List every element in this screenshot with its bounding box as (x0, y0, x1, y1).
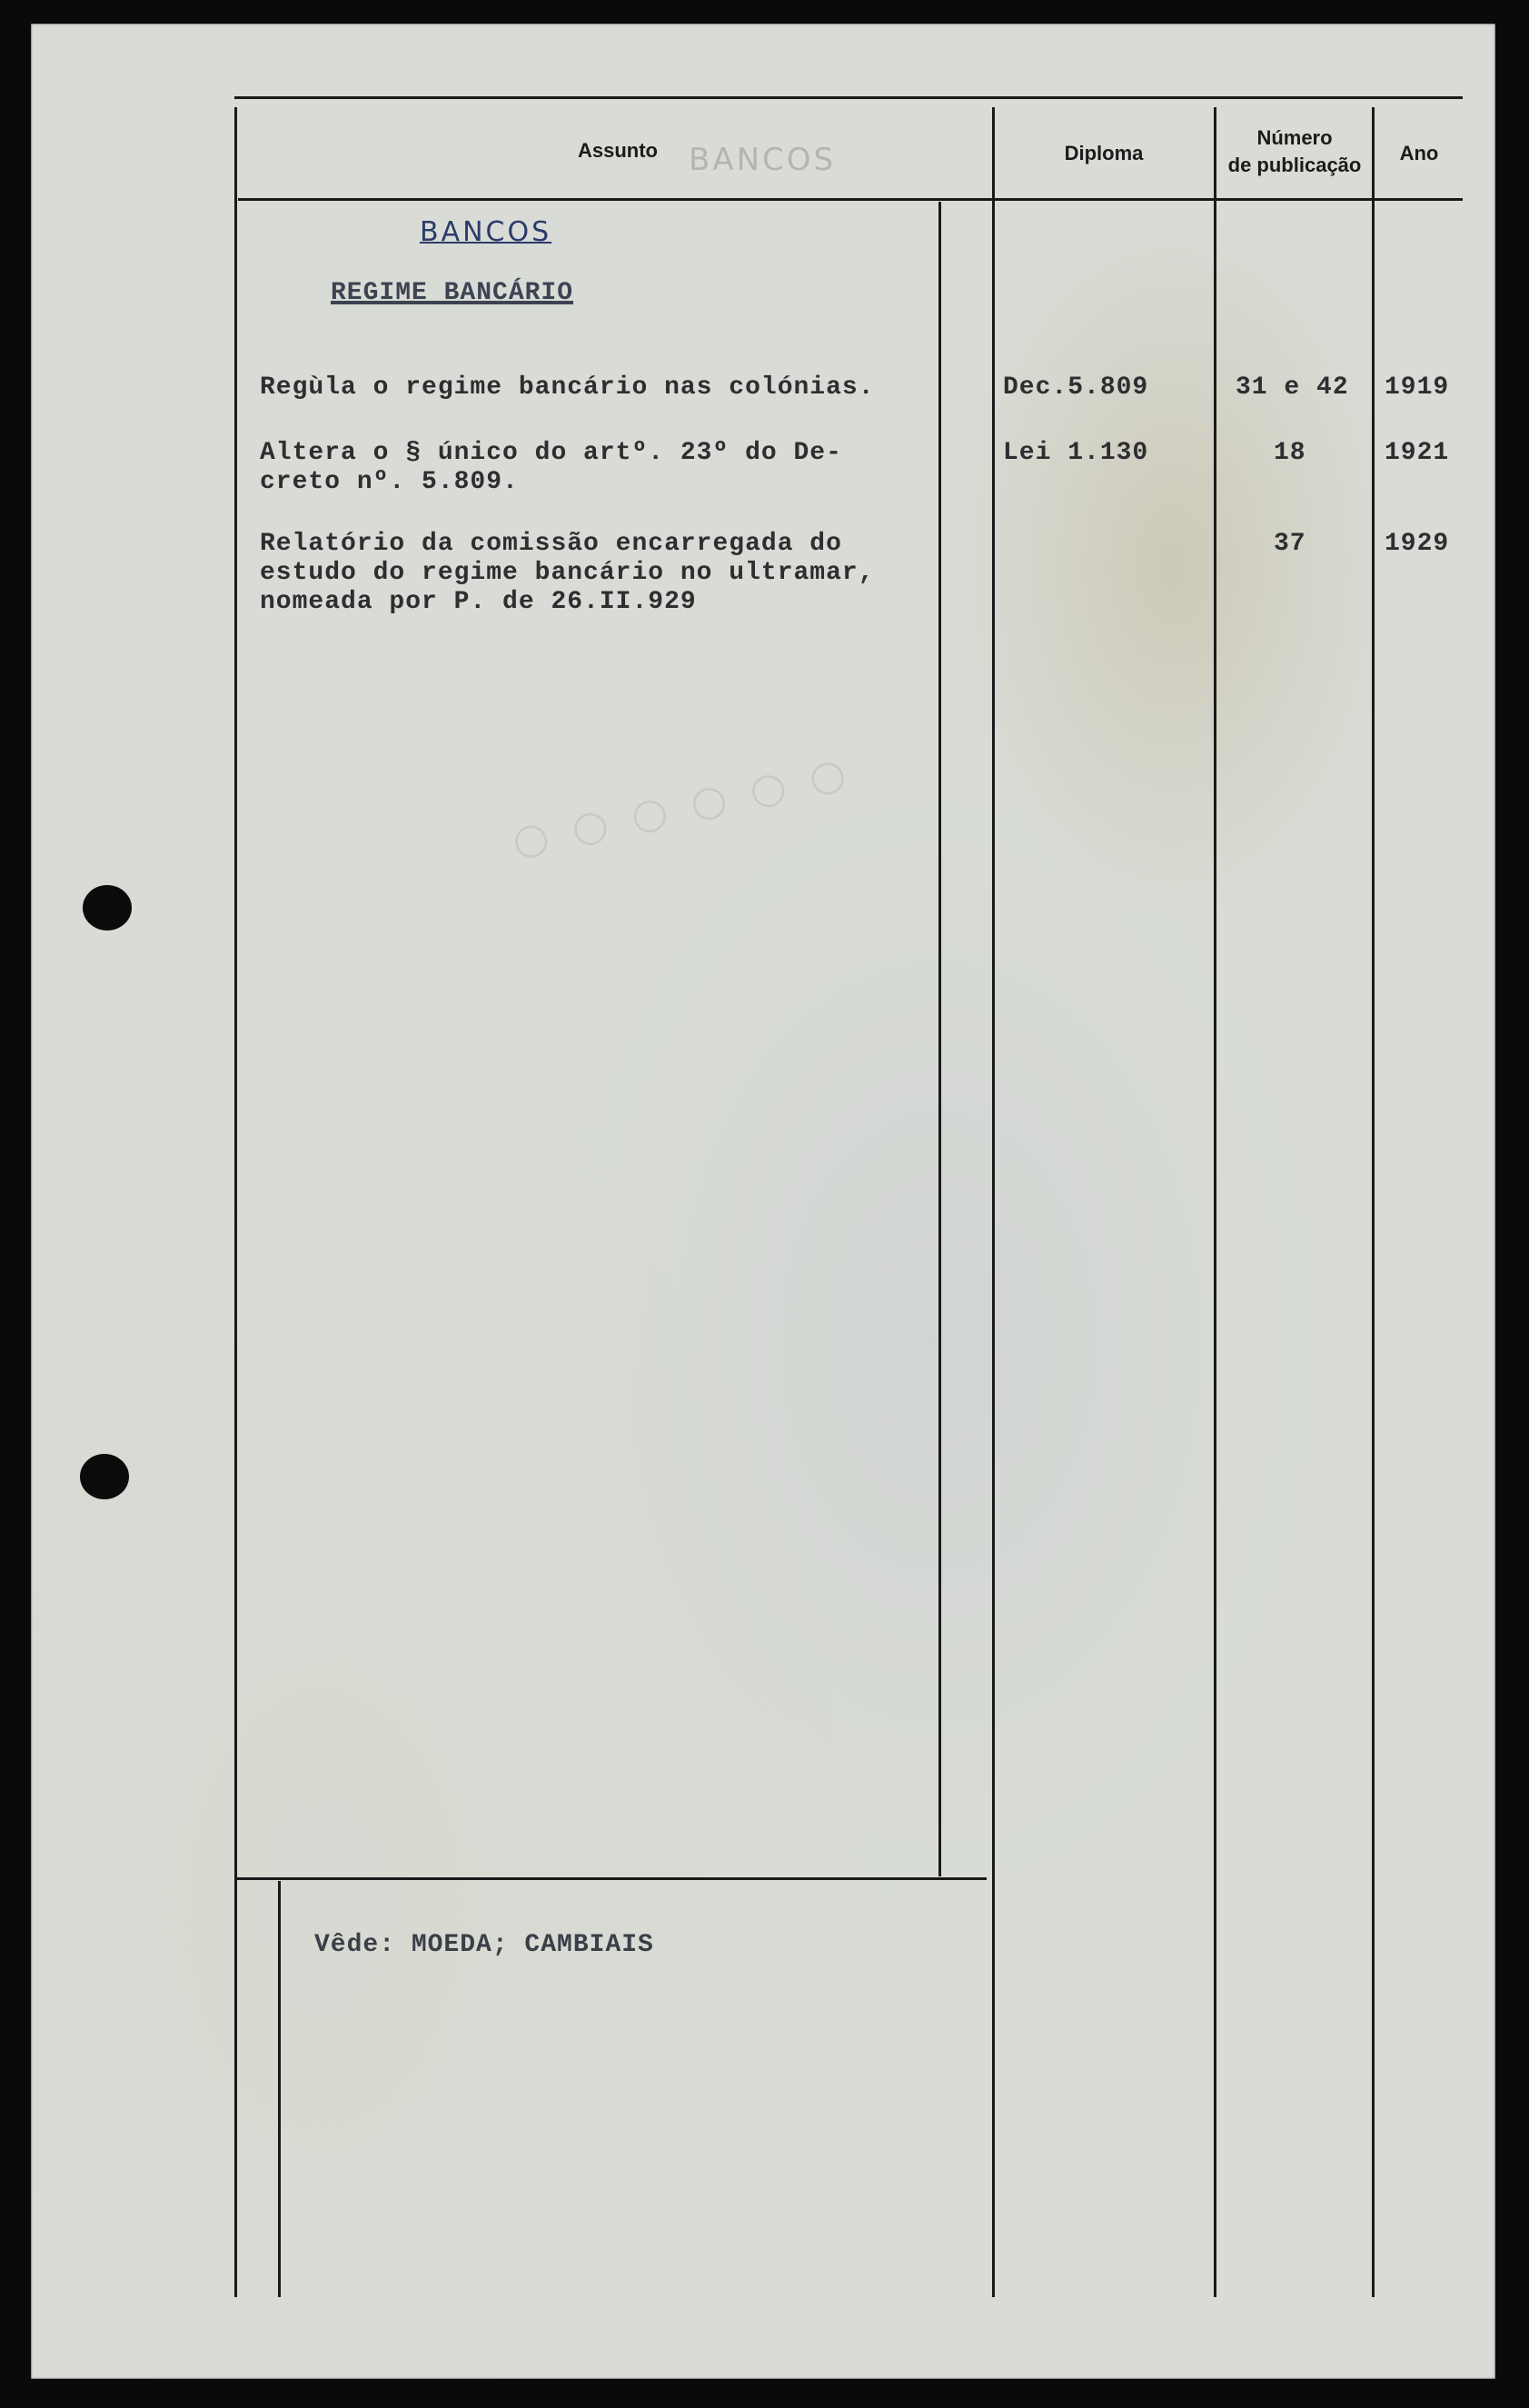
header-ano: Ano (1399, 142, 1439, 164)
entry-2-assunto-line1: Altera o § único do artº. 23º do De- (260, 439, 842, 467)
entry-1-ano: 1919 (1385, 373, 1450, 402)
entry-2-ano: 1921 (1385, 439, 1450, 467)
pencil-note: BANCOS (689, 142, 837, 178)
entry-2-diploma: Lei 1.130 (1003, 439, 1149, 467)
footer-rule (234, 1877, 987, 1880)
table-top-rule (234, 96, 1463, 99)
header-numero-line1: Número (1256, 126, 1333, 149)
col-divider-left (234, 107, 237, 2297)
entry-3-assunto-line3: nomeada por P. de 26.II.929 (260, 588, 697, 616)
section-heading: REGIME BANCÁRIO (331, 279, 574, 307)
entry-3-assunto-line1: Relatório da comissão encarregada do (260, 530, 842, 558)
header-diploma: Diploma (1064, 142, 1144, 164)
entry-1-assunto: Regùla o regime bancário nas colónias. (260, 373, 875, 402)
handwritten-title: BANCOS (420, 216, 552, 248)
col-divider-ano (1372, 107, 1375, 2297)
entry-2-assunto-line2: creto nº. 5.809. (260, 468, 519, 496)
entry-2-numero: 18 (1274, 439, 1306, 467)
punch-hole-lower (80, 1454, 129, 1499)
entry-1-diploma: Dec.5.809 (1003, 373, 1149, 402)
entry-3-ano: 1929 (1385, 530, 1450, 558)
entry-3-assunto-line2: estudo do regime bancário no ultramar, (260, 559, 875, 587)
header-assunto: Assunto (578, 139, 658, 162)
see-also-note: Vêde: MOEDA; CAMBIAIS (314, 1931, 654, 1959)
col-divider-diploma (992, 107, 995, 2297)
punch-hole-upper (83, 885, 132, 930)
col-divider-numero (1214, 107, 1216, 2297)
header-numero-line2: de publicação (1227, 154, 1362, 176)
header-bottom-rule (238, 198, 1463, 201)
footer-left-divider (278, 1881, 281, 2297)
entry-3-numero: 37 (1274, 530, 1306, 558)
col-divider-assunto-inner (938, 202, 941, 1876)
entry-1-numero: 31 e 42 (1236, 373, 1349, 402)
faint-stamp: ○ ○ ○ ○ ○ ○ (507, 746, 856, 866)
